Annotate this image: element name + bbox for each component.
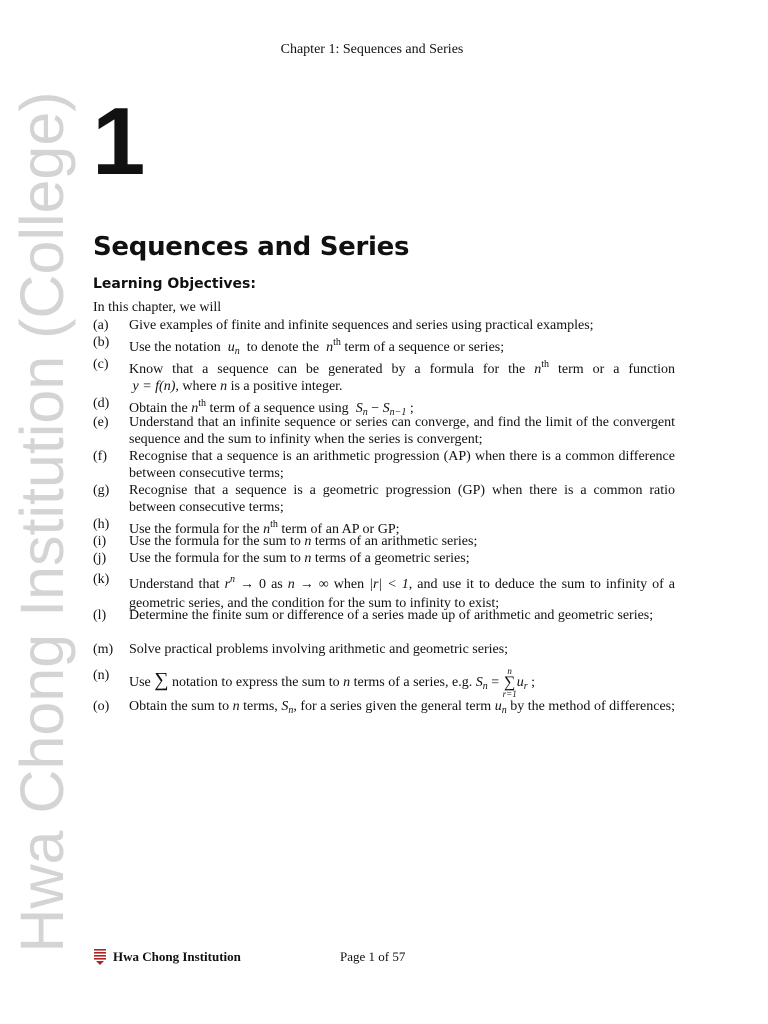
objective-text: Give examples of finite and infinite sequences and series using practical examples; — [129, 318, 594, 333]
math-n: n — [304, 551, 312, 566]
objective-j — [93, 550, 675, 567]
math-u: u — [227, 340, 235, 355]
math-subscript: r — [523, 681, 528, 693]
math-superscript: th — [270, 519, 278, 530]
text-fragment: when — [333, 577, 365, 592]
watermark: Hwa Chong Institution (College) — [8, 91, 76, 953]
math-n: n — [191, 401, 199, 416]
math-superscript: th — [198, 398, 206, 409]
math-subscript: n — [288, 705, 294, 716]
objective-text — [129, 667, 675, 699]
objective-text-line2 — [129, 378, 675, 395]
text-fragment: , and use it to deduce the sum to infinity of a geometric series, and the condition for the sum to infinity to exist; — [129, 577, 676, 611]
objective-label: (n) — [93, 668, 110, 683]
objective-text — [129, 356, 675, 378]
text-fragment: term of a sequence using — [209, 401, 349, 416]
objective-label: (d) — [93, 396, 110, 411]
math-S: S — [281, 699, 289, 714]
objective-g — [93, 482, 675, 516]
objective-n — [93, 667, 675, 699]
objective-label: (f) — [93, 449, 107, 464]
math-S: S — [355, 401, 363, 416]
objective-label: (a) — [93, 318, 109, 333]
text-fragment: ; — [527, 675, 535, 691]
objective-label: (c) — [93, 357, 109, 372]
summation — [503, 667, 517, 699]
objective-l — [93, 607, 675, 624]
text-fragment: term or a function — [557, 362, 676, 377]
text-fragment: Use the formula for the — [129, 522, 260, 537]
text-fragment: by the method of differences; — [510, 699, 675, 714]
math-superscript: th — [541, 359, 549, 370]
math-r: r — [224, 577, 231, 592]
text-fragment: to denote the — [246, 340, 320, 355]
sigma-symbol: ∑ — [154, 669, 169, 692]
objective-text: Recognise that a sequence is an arithmetic progression (AP) when there is a common difference between consecutive terms; — [129, 449, 675, 481]
text-fragment: Obtain the — [129, 401, 188, 416]
objective-label: (j) — [93, 551, 107, 566]
text-fragment: , where — [175, 379, 217, 394]
math-n: n — [326, 340, 334, 355]
objective-i — [93, 533, 675, 550]
text-fragment: notation to express the sum to — [172, 675, 340, 691]
objective-label: (g) — [93, 483, 110, 498]
page-number: Page 1 of 57 — [340, 949, 406, 964]
objective-text — [129, 697, 675, 721]
objective-e — [93, 414, 675, 448]
chapter-title: Sequences and Series — [93, 232, 410, 262]
objective-o — [93, 697, 675, 721]
text-fragment: Use the notation — [129, 340, 221, 355]
text-fragment: terms, — [243, 699, 278, 714]
math-n: n — [220, 379, 228, 394]
text-fragment: terms of a geometric series; — [314, 551, 470, 566]
objective-label: (i) — [93, 534, 107, 549]
text-fragment: Obtain the sum to — [129, 699, 230, 714]
text-fragment: , for a series given the general term — [293, 699, 492, 714]
objectives-intro: In this chapter, we will — [93, 300, 222, 315]
math-minus: − — [367, 401, 383, 416]
math-n: n — [534, 362, 542, 377]
math-subscript: n — [482, 681, 488, 693]
running-header: Chapter 1: Sequences and Series — [280, 42, 464, 57]
math-subscript: n — [362, 407, 368, 418]
footer-institution: Hwa Chong Institution — [113, 949, 241, 964]
text-fragment: term of a sequence or series; — [344, 340, 505, 355]
sum-lower-limit: r=1 — [502, 689, 517, 699]
objective-label: (o) — [93, 699, 110, 714]
institution-logo-icon — [93, 948, 107, 966]
objective-m — [93, 641, 675, 658]
text-fragment: Use — [129, 675, 151, 691]
objective-label: (l) — [93, 608, 107, 623]
math-subscript: n — [501, 705, 507, 716]
math-equals: = — [487, 675, 503, 691]
math-n: n — [232, 699, 240, 714]
objective-label: (e) — [93, 415, 109, 430]
objective-text — [129, 533, 675, 550]
text-fragment: terms of a series, e.g. — [353, 675, 473, 691]
text-fragment: Understand that — [129, 577, 220, 592]
objective-text: Solve practical problems involving arithmetic and geometric series; — [129, 642, 509, 657]
math-subscript: n — [234, 346, 240, 357]
objective-text — [129, 550, 675, 567]
math-S: S — [475, 675, 483, 691]
sum-upper-limit: n — [507, 666, 512, 676]
text-fragment: Use the formula for the sum to — [129, 534, 301, 549]
math-arrow: → ∞ — [294, 577, 334, 592]
text-fragment: as — [271, 577, 283, 592]
text-fragment: term of an AP or GP; — [281, 522, 400, 537]
chapter-number: 1 — [92, 88, 146, 195]
text-fragment: is a positive integer. — [230, 379, 343, 394]
math-S: S — [382, 401, 390, 416]
objective-label: (m) — [93, 642, 114, 657]
text-fragment: terms of an arithmetic series; — [314, 534, 478, 549]
sum-sigma: ∑ — [503, 674, 516, 691]
objectives-heading: Learning Objectives: — [93, 276, 256, 292]
math-arrow: → 0 — [235, 577, 272, 592]
objective-label: (k) — [93, 572, 110, 587]
objective-label: (b) — [93, 335, 110, 350]
objective-text: Recognise that a sequence is a geometric progression (GP) when there is a common ratio between consecutive terms; — [129, 483, 675, 515]
text-fragment: Use the formula for the sum to — [129, 551, 301, 566]
math-n: n — [287, 577, 295, 592]
objective-text: Understand that an infinite sequence or series can converge, and find the limit of the convergent sequence and the sum to infinity when the series is convergent; — [129, 415, 675, 447]
math-abs-r: |r| < 1 — [369, 577, 409, 592]
math-superscript: n — [230, 574, 236, 585]
math-subscript: n−1 — [389, 407, 407, 418]
text-fragment: ; — [409, 401, 414, 416]
objective-a — [93, 317, 675, 334]
math-n: n — [304, 534, 312, 549]
text-fragment: Know that a sequence can be generated by a formula for the — [129, 362, 526, 377]
math-superscript: th — [333, 337, 341, 348]
math-u: u — [516, 675, 524, 691]
objective-c — [93, 356, 675, 395]
math-formula: y = f(n) — [132, 379, 176, 394]
math-u: u — [494, 699, 502, 714]
objective-f — [93, 448, 675, 482]
math-n: n — [263, 522, 271, 537]
objective-label: (h) — [93, 517, 110, 532]
objective-text: Determine the finite sum or difference of a series made up of arithmetic and geometric series; — [129, 608, 654, 623]
math-n: n — [343, 675, 351, 691]
